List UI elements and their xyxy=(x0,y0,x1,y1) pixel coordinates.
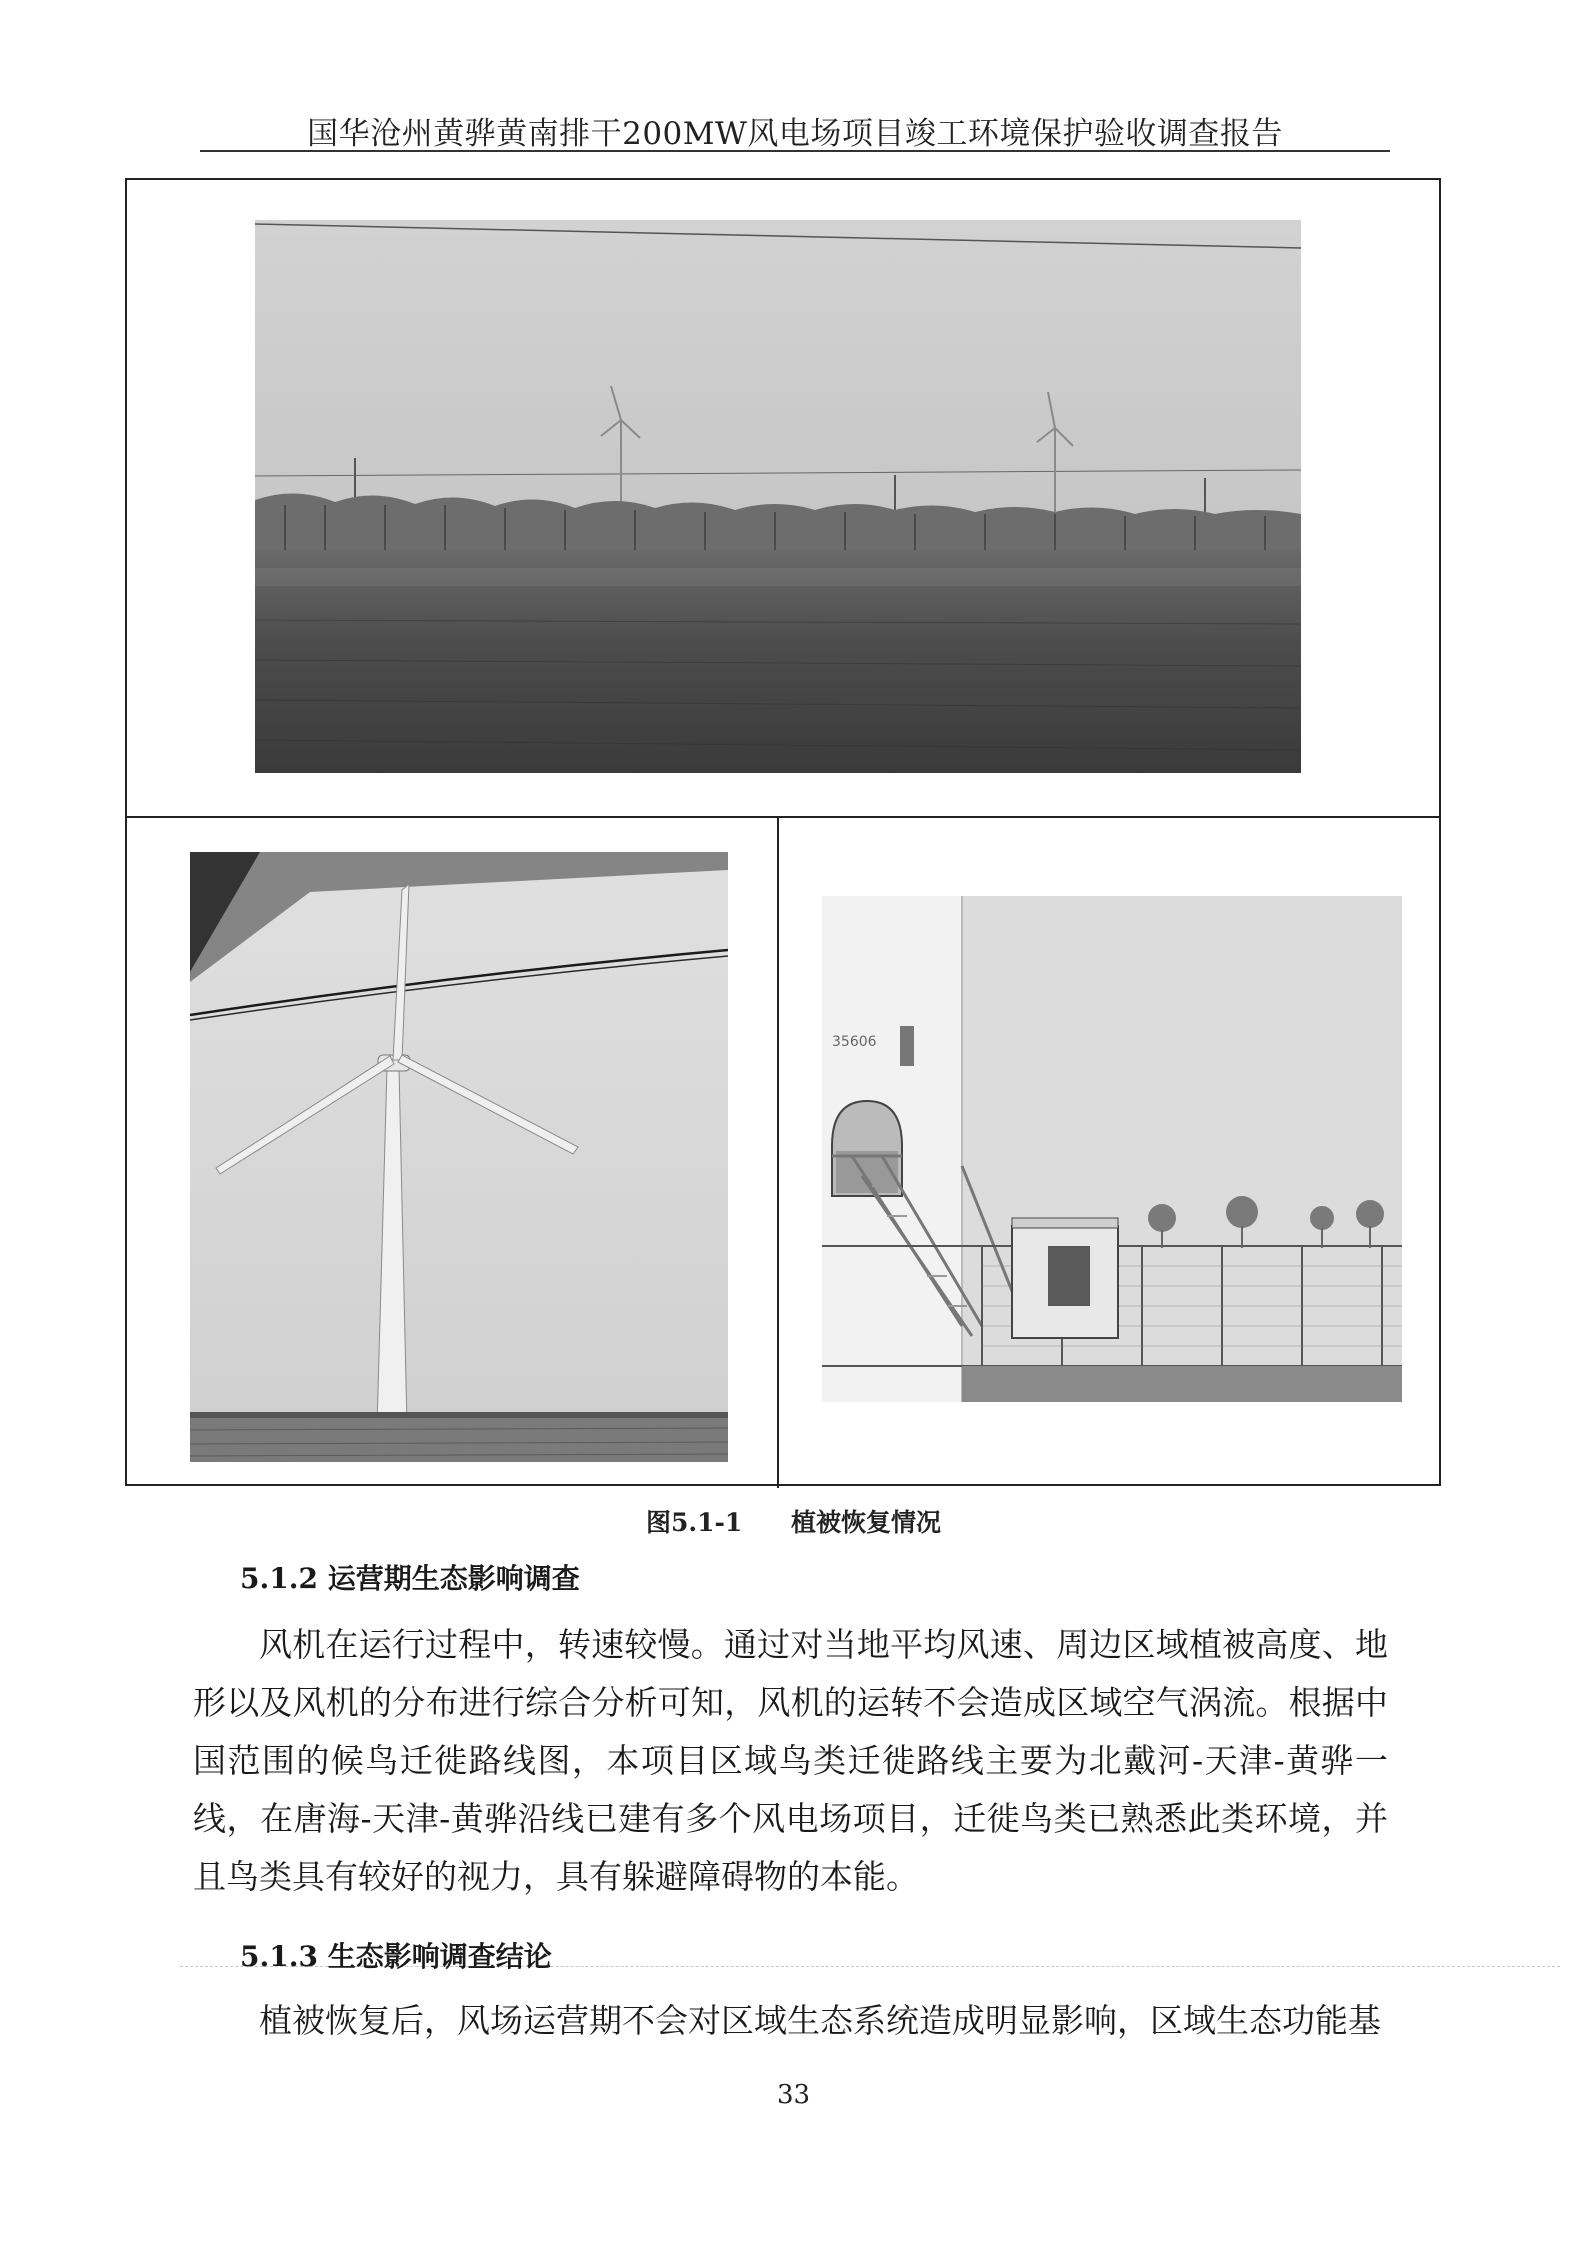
section-paragraph-operation-ecology: 风机在运行过程中，转速较慢。通过对当地平均风速、周边区域植被高度、地形以及风机的分布进行综合分析可知，风机的运转不会造成区域空气涡流。根据中国范围的候鸟迁徙路线图，本项目区域鸟类迁徙路线主要为北戴河-天津-黄骅一线，在唐海-天津-黄骅沿线已建有多个风电场项目，迁徙鸟类已熟悉此类环境，并且鸟类具有较好的视力，具有躲避障碍物的本能。 xyxy=(193,1625,1388,1896)
tower-number-text: 35606 xyxy=(832,1034,877,1050)
section-paragraph-conclusion: 植被恢复后，风场运营期不会对区域生态系统造成明显影响，区域生态功能基 xyxy=(259,2001,1381,2040)
table-row-divider xyxy=(127,816,1439,818)
photo-turbine-base xyxy=(822,896,1402,1402)
report-title: 国华沧州黄骅黄南排干200MW风电场项目竣工环境保护验收调查报告 xyxy=(307,116,1283,152)
section-heading-conclusion: 5.1.3 生态影响调查结论 xyxy=(240,1940,552,1973)
photo-wind-turbine xyxy=(190,852,728,1462)
figure-caption-text: 植被恢复情况 xyxy=(790,1508,941,1537)
photo-distant-turbines xyxy=(255,220,1301,773)
figure-photo-table xyxy=(125,178,1441,1486)
section-heading-operation-ecology: 5.1.2 运营期生态影响调查 xyxy=(240,1562,580,1595)
table-column-divider xyxy=(777,816,779,1488)
figure-caption xyxy=(0,1503,1587,1539)
header-divider xyxy=(200,150,1390,152)
figure-number: 图5.1-1 xyxy=(646,1508,743,1537)
page-number: 33 xyxy=(776,2080,811,2110)
